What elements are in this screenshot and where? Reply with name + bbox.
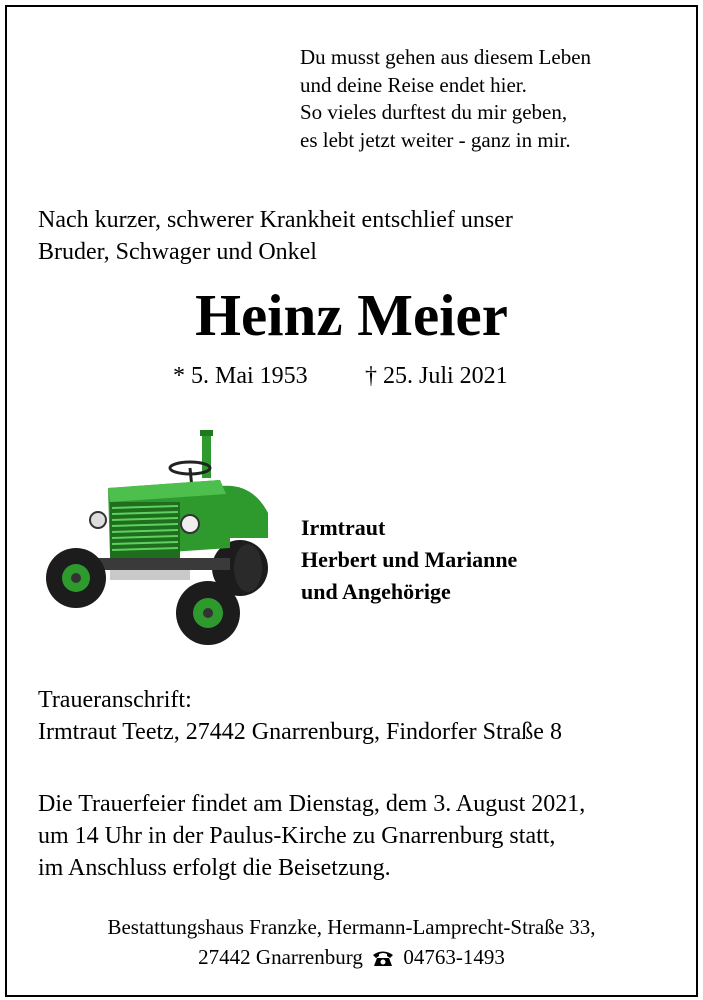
funeral-home-address: Bestattungshaus Franzke, Hermann-Lamprecht-Straße 33, (107, 915, 596, 939)
family-line: und Angehörige (301, 579, 451, 604)
life-dates (173, 362, 508, 390)
funeral-home-contact (0, 942, 703, 972)
poem (300, 44, 591, 154)
funeral-home-footer (0, 912, 703, 972)
poem-line: So vieles durftest du mir geben, (300, 100, 568, 124)
family-line: Herbert und Marianne (301, 547, 518, 572)
poem-line: Du musst gehen aus diesem Leben (300, 45, 592, 69)
family-names (301, 512, 517, 608)
death-date: † 25. Juli 2021 (365, 363, 508, 389)
service-line: im Anschluss erfolgt die Beisetzung. (38, 855, 391, 881)
service-line: um 14 Uhr in der Paulus-Kirche zu Gnarrenburg statt, (38, 823, 556, 849)
deceased-name: Heinz Meier (195, 282, 508, 348)
address-value: Irmtraut Teetz, 27442 Gnarrenburg, Findorfer Straße 8 (38, 719, 562, 745)
funeral-home-phone: 04763-1493 (403, 945, 505, 969)
intro-line: Nach kurzer, schwerer Krankheit entschlief unser (38, 207, 513, 233)
funeral-home-city: 27442 Gnarrenburg (198, 945, 363, 969)
mourning-address (38, 684, 562, 748)
funeral-service-info (38, 788, 585, 884)
family-line: Irmtraut (301, 515, 386, 540)
intro-text (38, 204, 513, 268)
intro-line: Bruder, Schwager und Onkel (38, 239, 317, 265)
poem-line: und deine Reise endet hier. (300, 72, 527, 97)
birth-date: * 5. Mai 1953 (173, 363, 308, 389)
address-label: Traueranschrift: (38, 687, 192, 713)
service-line: Die Trauerfeier findet am Dienstag, dem 3. August 2021, (38, 791, 586, 817)
poem-line: es lebt jetzt weiter - ganz in mir. (300, 127, 571, 152)
phone-icon (372, 949, 394, 967)
tractor-icon (40, 428, 280, 656)
